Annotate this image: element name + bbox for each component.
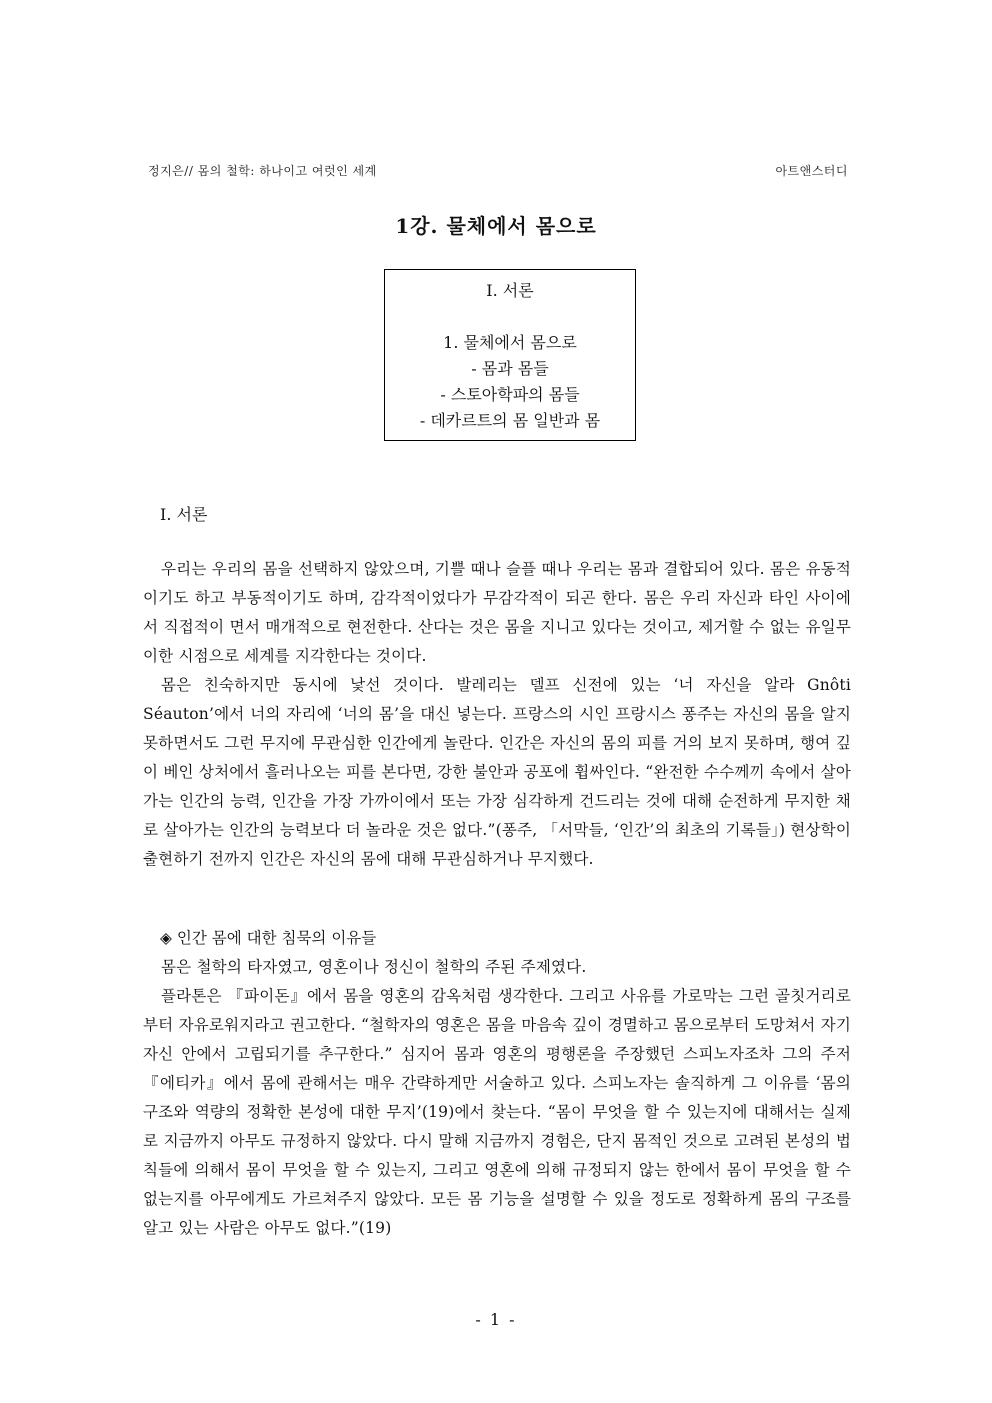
paragraph: 몸은 친숙하지만 동시에 낯선 것이다. 발레리는 델프 신전에 있는 ‘너 자신을 알라 Gnôti Séauton’에서 너의 자리에 ‘너의 몸’을 대신 넣는다. 프랑스의 시인 프랑시스 퐁주는 자신의 몸을 알지 못하면서도 그런 무지에 무관심한 인간에게 놀란다. 인간은 자신의 몸의 피를 거의 보지 못하며, 행여 깊이 베인 상처에서 흘러나오는 피를 본다면, 강한 불안과 공포에 휩싸인다. “완전한 수수께끼 속에서 살아가는 인간의 능력, 인간을 가장 가까이에서 또는 가장 심각하게 건드리는 것에 대해 순전하게 무지한 채로 살아가는 인간의 능력보다 더 놀라운 것은 없다.”(퐁주, 「서막들, ‘인간’의 최초의 기록들」) 현상학이 출현하기 전까지 인간은 자신의 몸에 대해 무관심하거나 무지했다. — [143, 676, 852, 868]
toc-item: 1. 물체에서 몸으로 — [443, 333, 577, 352]
section-heading: I. 서론 — [160, 505, 208, 524]
toc-item: - 몸과 몸들 — [471, 359, 549, 378]
header-course-title: 정지은// 몸의 철학: 하나이고 여럿인 세계 — [148, 164, 377, 178]
toc-item: - 스토아학파의 몸들 — [440, 385, 580, 404]
page-number: - 1 - — [475, 1310, 517, 1329]
header-publisher: 아트앤스터디 — [775, 164, 848, 178]
paragraph: 플라톤은 『파이돈』에서 몸을 영혼의 감옥처럼 생각한다. 그리고 사유를 가로막는 그런 골칫거리로부터 자유로워지라고 권고한다. “철학자의 영혼은 몸을 마음속 깊이 경멸하고 몸으로부터 도망쳐서 자기 자신 안에서 고립되기를 추구한다.” 심지어 몸과 영혼의 평행론을 주장했던 스피노자조차 그의 주저 『에티카』에서 몸에 관해서는 매우 간략하게만 서술하고 있다. 스피노자는 솔직하게 그 이유를 ‘몸의 구조와 역량의 정확한 본성에 대한 무지’(19)에서 찾는다. “몸이 무엇을 할 수 있는지에 대해서는 실제로 지금까지 아무도 규정하지 않았다. 다시 말해 지금까지 경험은, 단지 몸적인 것으로 고려된 본성의 법칙들에 의해서 몸이 무엇을 할 수 있는지, 그리고 영혼에 의해 규정되지 않는 한에서 몸이 무엇을 할 수 없는지를 아무에게도 가르쳐주지 않았다. 모든 몸 기능을 설명할 수 있을 정도로 정확하게 몸의 구조를 알고 있는 사람은 아무도 없다.”(19) — [143, 987, 851, 1237]
paragraph: 몸은 철학의 타자였고, 영혼이나 정신이 철학의 주된 주제였다. — [161, 958, 587, 976]
lecture-title: 1강. 물체에서 몸으로 — [395, 214, 597, 238]
toc-spacer — [385, 304, 635, 330]
table-of-contents-box — [384, 269, 636, 441]
running-header — [148, 162, 848, 179]
intro-paragraphs — [143, 555, 851, 874]
toc-item: - 데카르트의 몸 일반과 몸 — [419, 411, 601, 430]
toc-heading: I. 서론 — [486, 281, 534, 300]
subsection-paragraphs — [143, 953, 851, 1243]
paragraph: 우리는 우리의 몸을 선택하지 않았으며, 기쁠 때나 슬플 때나 우리는 몸과 결합되어 있다. 몸은 유동적이기도 하고 부동적이기도 하며, 감각적이었다가 무감각적이 되곤 한다. 몸은 우리 자신과 타인 사이에서 직접적이 면서 매개적으로 현전한다. 산다는 것은 몸을 지니고 있다는 것이고, 제거할 수 없는 유일무이한 시점으로 세계를 지각한다는 것이다. — [143, 560, 851, 665]
subsection-heading: ◈ 인간 몸에 대한 침묵의 이유들 — [160, 929, 377, 947]
